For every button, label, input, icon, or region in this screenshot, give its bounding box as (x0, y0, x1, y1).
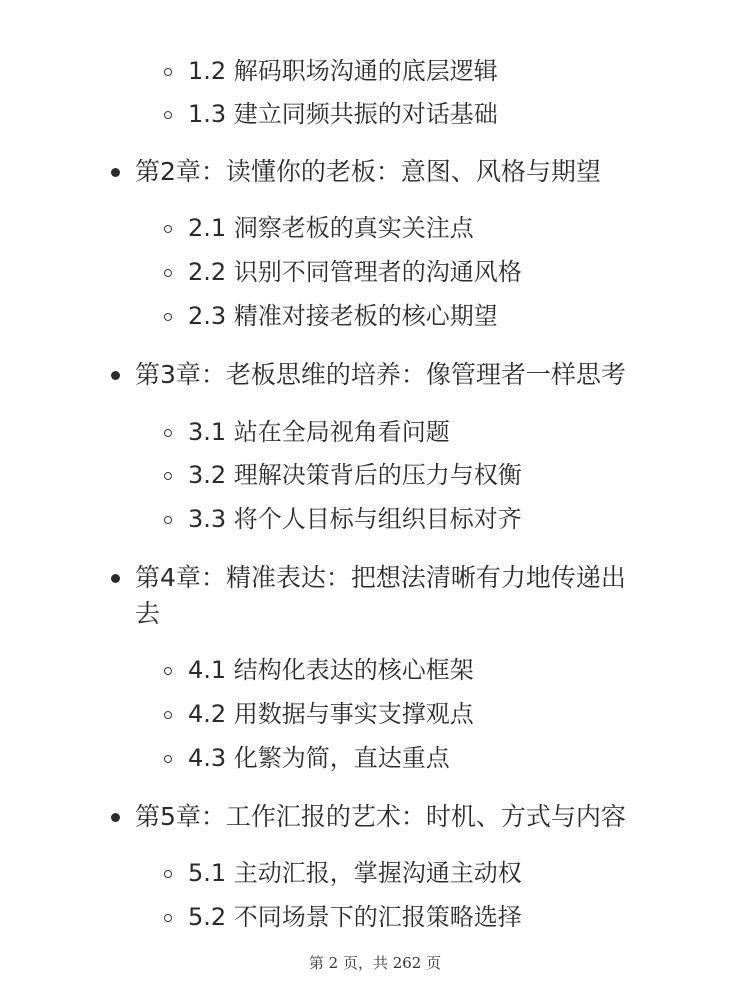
toc-section-1-2: 1.2 解码职场沟通的底层逻辑 (188, 57, 498, 85)
toc-section-3-1: 3.1 站在全局视角看问题 (188, 418, 450, 446)
toc-chapter-2: 第2章：读懂你的老板：意图、风格与期望 (135, 157, 601, 186)
hollow-bullet-icon (164, 68, 172, 76)
toc-section-5-2: 5.2 不同场景下的汇报策略选择 (188, 903, 522, 931)
toc-section-2-3: 2.3 精准对接老板的核心期望 (188, 302, 498, 330)
toc-chapter-3: 第3章：老板思维的培养：像管理者一样思考 (135, 360, 626, 389)
hollow-bullet-icon (164, 111, 172, 119)
toc-section-2-2: 2.2 识别不同管理者的沟通风格 (188, 258, 522, 286)
toc-section-3-3: 3.3 将个人目标与组织目标对齐 (188, 505, 522, 533)
hollow-bullet-icon (164, 269, 172, 277)
toc-section-4-3: 4.3 化繁为简，直达重点 (188, 744, 450, 772)
toc-chapter-4-line-2: 去 (135, 599, 161, 628)
disc-bullet-icon (111, 371, 120, 380)
hollow-bullet-icon (164, 914, 172, 922)
hollow-bullet-icon (164, 755, 172, 763)
disc-bullet-icon (111, 574, 120, 583)
hollow-bullet-icon (164, 667, 172, 675)
page-number-footer: 第 2 页，共 262 页 (308, 954, 442, 972)
toc-section-1-3: 1.3 建立同频共振的对话基础 (188, 100, 498, 128)
toc-section-4-1: 4.1 结构化表达的核心框架 (188, 656, 474, 684)
hollow-bullet-icon (164, 429, 172, 437)
hollow-bullet-icon (164, 225, 172, 233)
hollow-bullet-icon (164, 516, 172, 524)
hollow-bullet-icon (164, 472, 172, 480)
toc-section-2-1: 2.1 洞察老板的真实关注点 (188, 214, 474, 242)
toc-section-3-2: 3.2 理解决策背后的压力与权衡 (188, 461, 522, 489)
toc-chapter-5: 第5章：工作汇报的艺术：时机、方式与内容 (135, 802, 626, 831)
toc-chapter-4-line-1: 第4章：精准表达：把想法清晰有力地传递出 (135, 563, 626, 592)
hollow-bullet-icon (164, 711, 172, 719)
toc-section-5-1: 5.1 主动汇报，掌握沟通主动权 (188, 859, 522, 887)
hollow-bullet-icon (164, 870, 172, 878)
disc-bullet-icon (111, 168, 120, 177)
toc-section-4-2: 4.2 用数据与事实支撑观点 (188, 700, 474, 728)
hollow-bullet-icon (164, 313, 172, 321)
disc-bullet-icon (111, 813, 120, 822)
